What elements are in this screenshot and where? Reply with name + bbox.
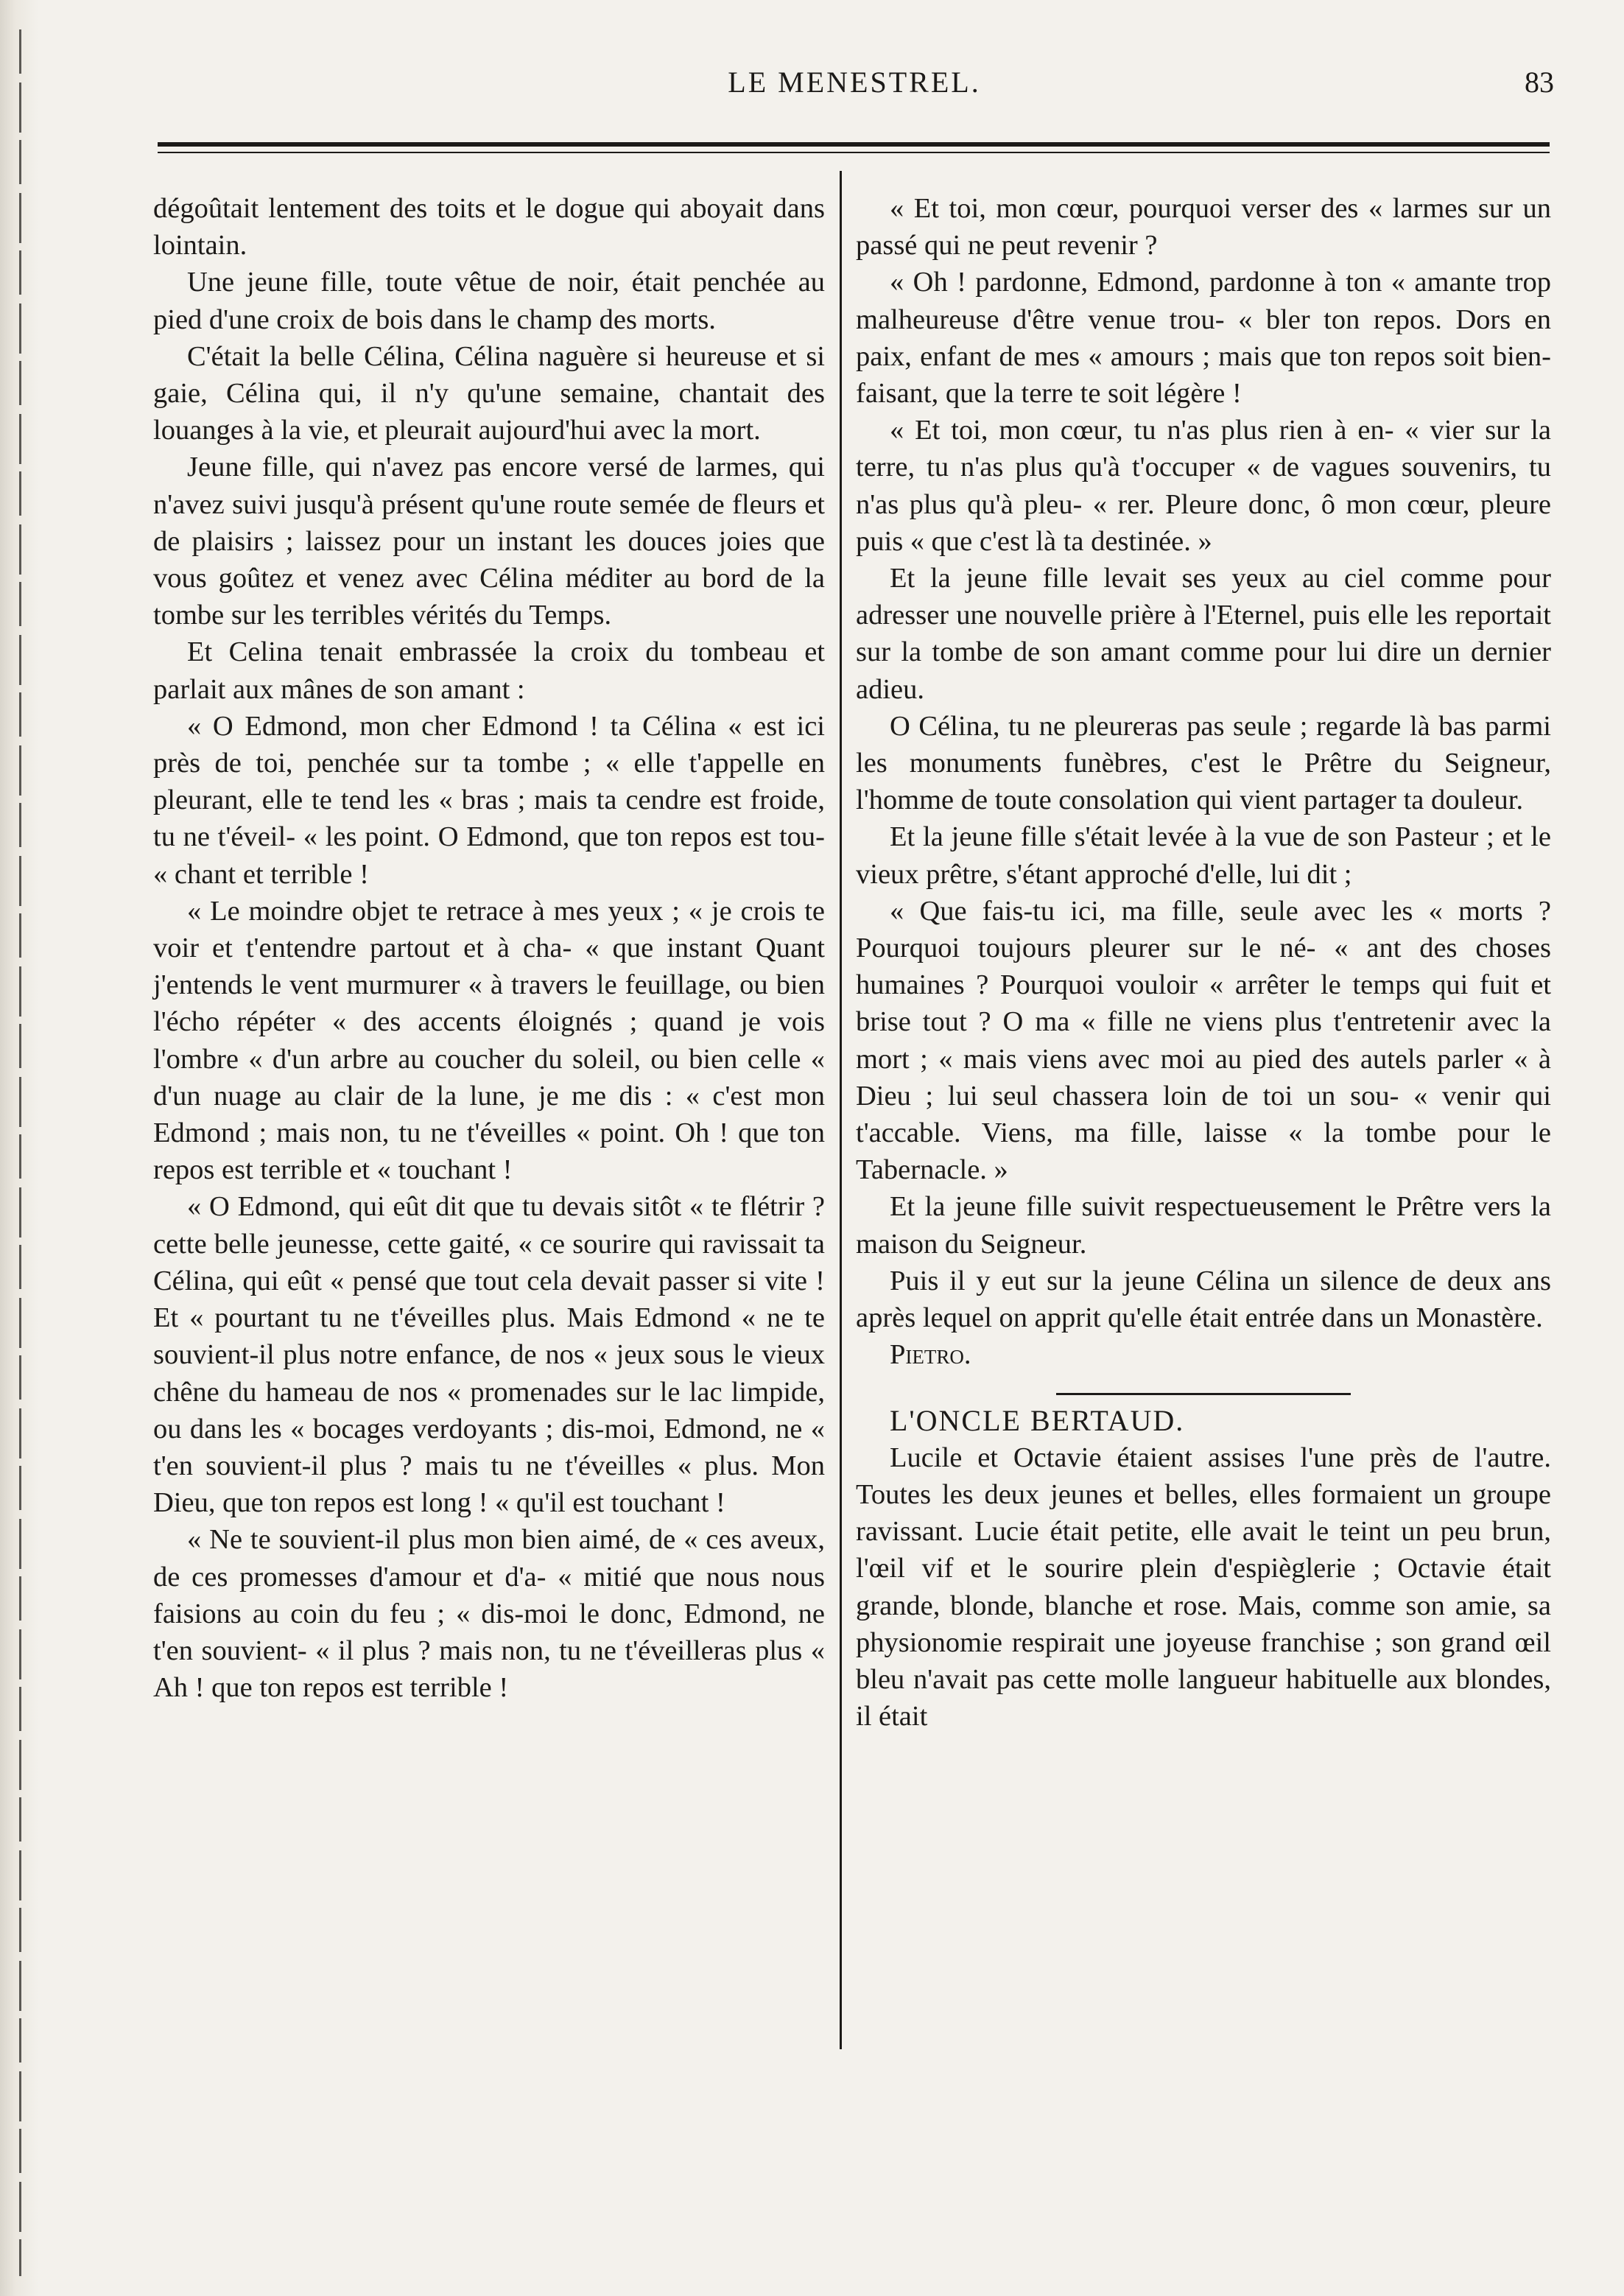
paragraph: Et Celina tenait embrassée la croix du tombeau et parlait aux mânes de son amant : — [153, 636, 825, 705]
right-column — [856, 190, 1551, 1735]
paragraph: C'était la belle Célina, Célina naguère si heureuse et si gaie, Célina qui, il n'y qu'une semaine, chantait des louanges à la vie, et pleurait aujourd'hui avec la mort. — [153, 340, 825, 446]
paragraph: dégoûtait lentement des toits et le dogue qui aboyait dans lointain. — [153, 193, 825, 261]
paragraph: « Le moindre objet te retrace à mes yeux ; « je crois te voir et t'entendre partout et à cha- « que instant Quant j'entends le vent murmurer « à travers le feuillage, ou bien l'écho répéter « des accents éloignés ; quand je vois l'ombre « d'un arbre au coucher du soleil, ou bien celle « d'un nuage au clair de la lune, je me dis : « c'est mon Edmond ; mais non, tu ne t'éveilles « point. Oh ! que ton repos est terrible et « touchant ! — [153, 895, 825, 1186]
paragraph: O Célina, tu ne pleureras pas seule ; regarde là bas parmi les monuments funèbres, c'est le Prêtre du Seigneur, l'homme de toute consolation qui vient partager ta douleur. — [856, 710, 1551, 816]
paragraph: Et la jeune fille suivit respectueusement le Prêtre vers la maison du Seigneur. — [856, 1191, 1551, 1260]
header-rule-thin — [158, 152, 1550, 153]
paragraph: « Que fais-tu ici, ma fille, seule avec les « morts ? Pourquoi toujours pleurer sur le né- « ant des choses humaines ? Pourquoi vouloir « arrêter le temps qui fuit et brise tout ? O ma « fille ne viens plus t'entretenir avec la mort ; « mais viens avec moi au pied des autels parler « à Dieu ; lui seul chassera loin de toi un sou- « venir qui t'accable. Viens, ma fille, laisse « la tombe pour le Tabernacle. » — [856, 895, 1551, 1186]
paragraph: « Ne te souvient-il plus mon bien aimé, de « ces aveux, de ces promesses d'amour et d'a- « mitié que nous nous faisions au coin du feu ; « dis-moi le donc, Edmond, ne t'en souvient- « il plus ? mais non, tu ne t'éveilleras plus « Ah ! que ton repos est terrible ! — [153, 1524, 825, 1704]
paragraph: « O Edmond, mon cher Edmond ! ta Célina « est ici près de toi, penchée sur ta tombe ; « elle t'appelle en pleurant, elle te tend les « bras ; mais ta cendre est froide, tu ne t'éveil- « les point. O Edmond, que ton repos est tou- « chant et terrible ! — [153, 710, 825, 890]
paragraph: Jeune fille, qui n'avez pas encore versé de larmes, qui n'avez suivi jusqu'à présent qu'une route semée de fleurs et de plaisirs ; laissez pour un instant les douces joies que vous goûtez et venez avec Célina méditer au bord de la tombe sur les terribles vérités du Temps. — [153, 452, 825, 631]
left-column — [153, 190, 825, 1706]
paragraph: Puis il y eut sur la jeune Célina un silence de deux ans après lequel on apprit qu'elle était entrée dans un Monastère. — [856, 1265, 1551, 1334]
column-divider — [840, 171, 842, 2049]
author-signature: Pietro. — [890, 1339, 971, 1371]
paragraph: Une jeune fille, toute vêtue de noir, était penchée au pied d'une croix de bois dans le champ des morts. — [153, 267, 825, 335]
binding-thread — [19, 29, 21, 2276]
paragraph: Et la jeune fille s'était levée à la vue de son Pasteur ; et le vieux prêtre, s'étant approché d'elle, lui dit ; — [856, 821, 1551, 890]
paragraph: « Oh ! pardonne, Edmond, pardonne à ton « amante trop malheureuse d'être venue trou- « bler ton repos. Dors en paix, enfant de mes « amours ; mais que ton repos soit bien- faisant, que la terre te soit légère ! — [856, 267, 1551, 410]
paragraph: Lucile et Octavie étaient assises l'une près de l'autre. Toutes les deux jeunes et belles, elles formaient un groupe ravissant. Lucie était petite, elle avait le teint un peu brun, l'œil vif et le sourire plein d'espièglerie ; Octavie était grande, blonde, blanche et rose. Mais, comme son amie, sa physionomie respirait une joyeuse franchise ; son grand œil bleu n'avait pas cette molle langueur habituelle aux blondes, il était — [856, 1442, 1551, 1732]
paragraph: Et la jeune fille levait ses yeux au ciel comme pour adresser une nouvelle prière à l'Eternel, puis elle les reportait sur la tombe de son amant comme pour lui dire un dernier adieu. — [856, 563, 1551, 705]
paragraph: « Et toi, mon cœur, tu n'as plus rien à en- « vier sur la terre, tu n'as plus qu'à t'occuper « de vagues souvenirs, tu n'as plus qu'à pleu- « rer. Pleure donc, ô mon cœur, pleure puis « que c'est là ta destinée. » — [856, 415, 1551, 557]
header-rule-thick — [158, 142, 1550, 147]
running-head — [155, 65, 1554, 109]
page-number: 83 — [1525, 66, 1554, 99]
journal-title: LE MENESTREL. — [728, 66, 981, 99]
article-separator — [1056, 1393, 1351, 1395]
article-title: L'ONCLE BERTAUD. — [890, 1403, 1185, 1437]
paragraph: « Et toi, mon cœur, pourquoi verser des « larmes sur un passé qui ne peut revenir ? — [856, 193, 1551, 261]
page-binding-edge — [0, 0, 38, 2296]
paragraph: « O Edmond, qui eût dit que tu devais sitôt « te flétrir ? cette belle jeunesse, cette gaité, « ce sourire qui ravissait ta Célina, qui eût « pensé que tout cela devait passer si vite ! Et « pourtant tu ne t'éveilles plus. Mais Edmond « ne te souvient-il plus notre enfance, de nos « jeux sous le vieux chêne du hameau de nos « promenades sur le lac limpide, ou dans les « bocages verdoyants ; dis-moi, Edmond, ne « t'en souvient-il plus ? mais tu ne t'éveilles « plus. Mon Dieu, que ton repos est long ! « qu'il est touchant ! — [153, 1191, 825, 1519]
